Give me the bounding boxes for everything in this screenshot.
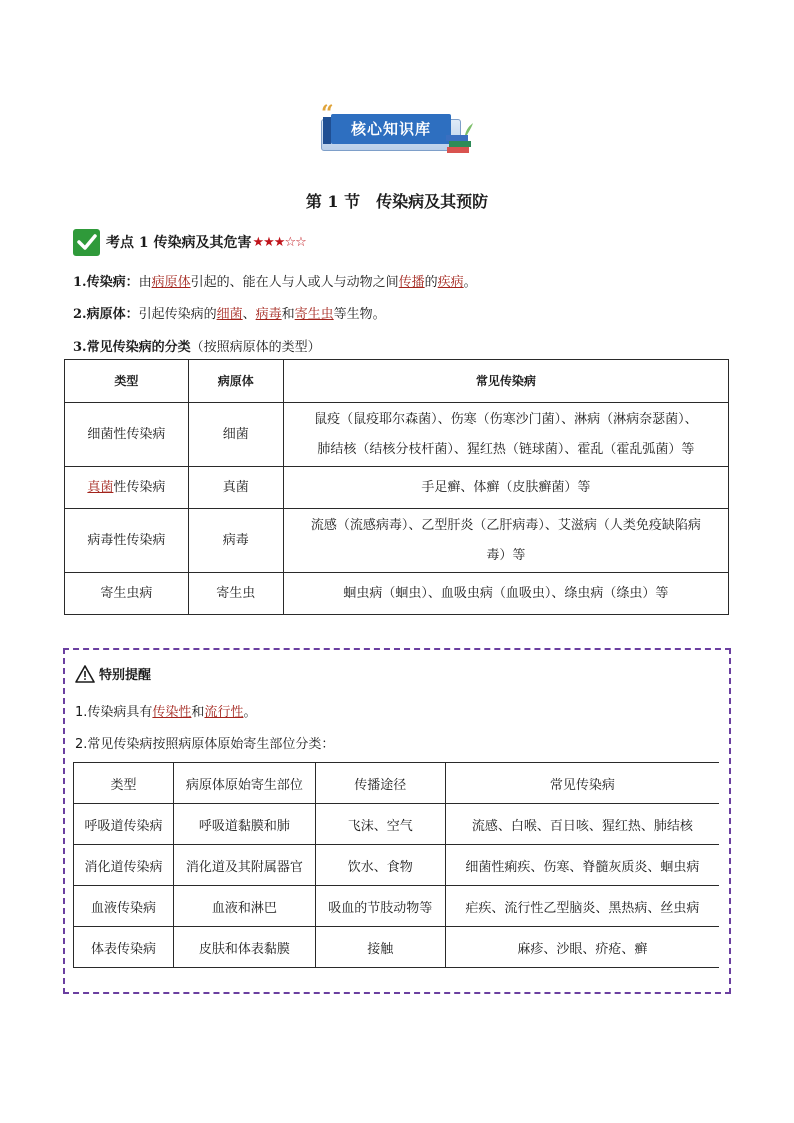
table-header: 类型 xyxy=(74,763,174,804)
check-icon xyxy=(73,229,100,256)
type-rest: 性传染病 xyxy=(113,479,166,495)
diseases-line: 毒）等 xyxy=(486,547,526,563)
special-reminder-box xyxy=(63,648,731,994)
table-cell: 血液传染病 xyxy=(74,886,174,927)
table-header-row xyxy=(65,360,729,403)
warning-icon xyxy=(75,665,95,683)
table-cell: 吸血的节肢动物等 xyxy=(315,886,445,927)
table-row xyxy=(74,927,720,968)
table-cell-pathogen: 真菌 xyxy=(188,467,283,509)
definition-pathogen xyxy=(73,303,386,322)
table-cell: 飞沫、空气 xyxy=(315,804,445,845)
table-cell-diseases: 手足癣、体癣（皮肤癣菌）等 xyxy=(283,467,728,509)
key-epidemic: 流行性 xyxy=(204,705,244,720)
diseases-line: 肺结核（结核分枝杆菌）、猩红热（链球菌）、霍乱（霍乱弧菌）等 xyxy=(317,441,695,457)
definition-infectious-disease xyxy=(73,271,477,290)
books-icon xyxy=(445,121,475,159)
table-cell: 血液和淋巴 xyxy=(173,886,315,927)
table-cell: 呼吸道传染病 xyxy=(74,804,174,845)
quote-mark-icon: “ xyxy=(321,101,334,127)
table-cell: 麻疹、沙眼、疥疮、癣 xyxy=(445,927,719,968)
reminder-text: 。 xyxy=(243,705,257,720)
table-cell: 皮肤和体表黏膜 xyxy=(173,927,315,968)
table-header-row xyxy=(74,763,720,804)
section-title: 第 1 节 传染病及其预防 xyxy=(305,192,489,211)
pathogen-type-table xyxy=(64,359,729,615)
p2-key-bacteria: 细菌 xyxy=(216,307,243,322)
table-header: 常见传染病 xyxy=(283,360,728,403)
classification-heading xyxy=(73,336,321,355)
header-banner xyxy=(311,103,481,161)
table-row xyxy=(65,403,729,467)
table-row xyxy=(65,509,729,573)
table-row xyxy=(74,804,720,845)
table-header: 传播途径 xyxy=(315,763,445,804)
p1-text: 的 xyxy=(424,275,438,290)
reminder-text: 1.传染病具有 xyxy=(75,705,153,720)
banner-title: 核心知识库 xyxy=(350,120,431,138)
table-cell-type: 病毒性传染病 xyxy=(65,509,189,573)
kaodian-heading xyxy=(73,228,306,256)
reminder-text: 和 xyxy=(191,705,205,720)
reminder-line-2: 2.常见传染病按照病原体原始寄生部位分类： xyxy=(75,737,335,752)
table-cell-pathogen: 细菌 xyxy=(188,403,283,467)
table-cell-diseases xyxy=(283,403,728,467)
p2-key-virus: 病毒 xyxy=(255,307,282,322)
table-header: 类型 xyxy=(65,360,189,403)
reminder-line-1 xyxy=(75,701,256,720)
diseases-line: 流感（流感病毒）、乙型肝炎（乙肝病毒）、艾滋病（人类免疫缺陷病 xyxy=(310,517,701,533)
p2-key-parasite: 寄生虫 xyxy=(294,307,334,322)
p1-num: 1.传染病： xyxy=(73,275,139,290)
p1-key-spread: 传播 xyxy=(398,275,425,290)
rating-stars: ★★★☆☆ xyxy=(252,234,306,250)
p2-text: 等生物。 xyxy=(333,307,386,322)
reminder-title: 特别提醒 xyxy=(99,668,152,683)
p1-text: 。 xyxy=(463,275,477,290)
p2-text: 、 xyxy=(242,307,256,322)
table-cell-type: 细菌性传染病 xyxy=(65,403,189,467)
p1-key-disease: 疾病 xyxy=(437,275,464,290)
table-cell-diseases: 蛔虫病（蛔虫）、血吸虫病（血吸虫）、绦虫病（绦虫）等 xyxy=(283,573,728,615)
p1-text: 由 xyxy=(138,275,152,290)
table-cell: 疟疾、流行性乙型脑炎、黑热病、丝虫病 xyxy=(445,886,719,927)
key-infectivity: 传染性 xyxy=(152,705,192,720)
table-cell: 消化道及其附属器官 xyxy=(173,845,315,886)
table-cell: 流感、白喉、百日咳、猩红热、肺结核 xyxy=(445,804,719,845)
table-row xyxy=(74,886,720,927)
table-cell: 饮水、食物 xyxy=(315,845,445,886)
p2-text: 和 xyxy=(281,307,295,322)
table-row xyxy=(65,573,729,615)
table-cell-pathogen: 寄生虫 xyxy=(188,573,283,615)
table-cell: 呼吸道黏膜和肺 xyxy=(173,804,315,845)
p3-num: 3.常见传染病的分类 xyxy=(73,340,191,355)
table-cell: 细菌性痢疾、伤寒、脊髓灰质炎、蛔虫病 xyxy=(445,845,719,886)
type-key-fungus: 真菌 xyxy=(87,479,114,495)
table-row xyxy=(74,845,720,886)
table-cell: 接触 xyxy=(315,927,445,968)
table-row xyxy=(65,467,729,509)
table-cell: 消化道传染病 xyxy=(74,845,174,886)
parasitic-site-table xyxy=(73,762,719,968)
table-header: 常见传染病 xyxy=(445,763,719,804)
table-header: 病原体 xyxy=(188,360,283,403)
kaodian-label: 考点 1 传染病及其危害 xyxy=(106,235,252,251)
reminder-heading xyxy=(75,664,151,683)
p1-key-pathogen: 病原体 xyxy=(151,275,191,290)
p3-text: （按照病原体的类型） xyxy=(190,340,321,355)
p1-text: 引起的、能在人与人或人与动物之间 xyxy=(190,275,399,290)
diseases-line: 鼠疫（鼠疫耶尔森菌）、伤寒（伤寒沙门菌）、淋病（淋病奈瑟菌）、 xyxy=(314,411,698,427)
table-cell-diseases xyxy=(283,509,728,573)
p2-text: 引起传染病的 xyxy=(138,307,217,322)
table-cell-type xyxy=(65,467,189,509)
table-header: 病原体原始寄生部位 xyxy=(173,763,315,804)
table-cell-pathogen: 病毒 xyxy=(188,509,283,573)
table-cell: 体表传染病 xyxy=(74,927,174,968)
table-cell-type: 寄生虫病 xyxy=(65,573,189,615)
p2-num: 2.病原体： xyxy=(73,307,139,322)
